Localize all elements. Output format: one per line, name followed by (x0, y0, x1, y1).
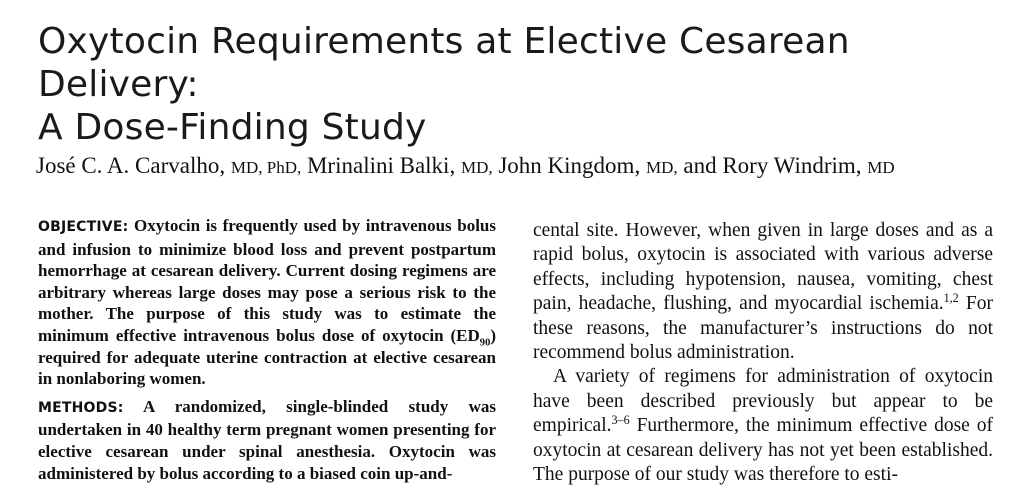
author-list (36, 152, 1006, 182)
author-name: José C. A. Carvalho, (36, 153, 226, 178)
body-paragraph-1 (533, 219, 993, 365)
objective-text: Oxytocin is frequently used by intravenous bolus and infusion to minimize blood loss and prevent postpartum hemorrhage at cesarean delivery. Current dosing regimens are arbitrary whereas large doses may pose a serious risk to the mother. The purpose of this study was to estimate the minimum effective intravenous bolus dose of oxytocin (ED (38, 216, 496, 345)
objective-label: OBJECTIVE: (38, 219, 129, 235)
author-degree: MD, (645, 158, 678, 177)
methods-label: METHODS: (38, 399, 124, 416)
abstract-objective (38, 215, 496, 390)
objective-subscript: 90 (479, 337, 491, 349)
title-line-1: Oxytocin Requirements at Elective Cesarean Delivery: (38, 21, 850, 105)
reference-superscript: 1,2 (943, 290, 959, 305)
abstract-column (38, 215, 496, 490)
author-name: Mrinalini Balki, (306, 153, 456, 178)
paragraph-2-text-end: Furthermore, the minimum effective dose of oxytocin at cesarean delivery has not yet been established. The purpose of our study was therefore to esti- (533, 415, 993, 486)
abstract-methods (38, 396, 496, 484)
author-degree: MD, PhD, (230, 158, 302, 177)
objective-text-end: ) required for adequate uterine contraction at elective cesarean in nonlaboring women. (38, 325, 496, 389)
paragraph-1-text: cental site. However, when given in large doses and as a rapid bolus, oxytocin is associated with various adverse effects, including hypotension, nausea, vomiting, chest pain, headache, flushing, and myocardial ischemia. (533, 220, 993, 315)
body-paragraph-2 (533, 365, 993, 487)
paragraph-2-text: A variety of regimens for administration of oxytocin have been described previously but appear to be empirical. (533, 366, 993, 437)
article-title (38, 20, 1008, 149)
author-name: John Kingdom, (498, 153, 641, 178)
author-degree: MD (867, 158, 895, 177)
author-name: and Rory Windrim, (683, 153, 862, 178)
methods-text: A randomized, single-blinded study was undertaken in 40 healthy term pregnant women presenting for elective cesarean under spinal anesthesia. Oxytocin was administered by bolus according to a biased coin up-and- (38, 396, 496, 483)
author-degree: MD, (460, 158, 493, 177)
paragraph-1-text-end: For these reasons, the manufacturer’s instructions do not recommend bolus administration. (533, 293, 993, 364)
title-line-2: A Dose-Finding Study (38, 107, 427, 148)
reference-superscript: 3–6 (611, 413, 630, 427)
body-column (533, 219, 993, 487)
